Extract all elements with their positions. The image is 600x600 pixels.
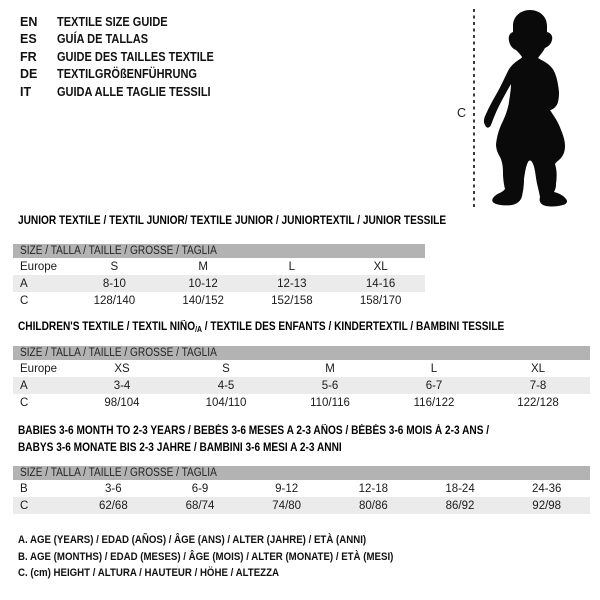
footnote-b: B. AGE (MONTHS) / EDAD (MESES) / ÂGE (MOIS) / ALTER (MONATE) / ETÀ (MESI) [18,550,394,563]
row-label: Europe [20,362,58,375]
size-header-bar: SIZE / TALLA / TAILLE / GRÖSSE / TAGLIA [13,466,590,480]
table-cell: 86/92 [445,499,475,512]
table-cell: 7-8 [529,379,547,392]
lang-row-it [20,83,235,101]
table-cell: XL [530,362,546,375]
size-header-bar: SIZE / TALLA / TAILLE / GRÖSSE / TAGLIA [13,244,425,258]
row-label: A [20,379,28,392]
table-cell: 80/86 [358,499,388,512]
height-measure-label: C [457,106,467,120]
table-cell: 8-10 [102,277,126,290]
table-cell: 98/104 [104,396,140,409]
table-cell: M [198,260,208,273]
lang-code: FR [20,49,37,64]
table-cell: L [430,362,438,375]
lang-code: IT [20,84,32,99]
junior-table-body [13,258,425,309]
table-cell: 104/110 [205,396,247,409]
table-cell: 12-13 [277,277,307,290]
row-label: B [20,482,28,495]
lang-label: GUÍA DE TALLAS [57,32,149,47]
lang-code: DE [20,67,38,82]
height-dashed-line [473,9,475,210]
table-cell: 6-7 [425,379,443,392]
table-cell: XL [373,260,388,273]
junior-textile-table [13,244,425,309]
language-guide [20,13,235,101]
footnote-c: C. (cm) HEIGHT / ALTURA / HAUTEUR / HÖHE / ALTEZZA [18,567,280,579]
table-cell: 3-6 [105,482,122,495]
row-label: A [20,277,28,290]
size-header-bar: SIZE / TALLA / TAILLE / GRÖSSE / TAGLIA [13,346,590,360]
table-cell: 18-24 [445,482,475,495]
table-row [13,377,590,394]
babies-table-body [13,480,590,514]
row-label: C [20,499,29,512]
table-cell: 140/152 [182,294,224,307]
lang-row-fr [20,48,235,66]
table-row [13,360,590,377]
childrens-textile-table [13,346,590,411]
table-cell: S [110,260,119,273]
footnotes [18,534,445,584]
lang-row-de [20,66,235,84]
junior-textile-title: JUNIOR TEXTILE / TEXTIL JUNIOR/ TEXTILE JUNIOR / JUNIORTEXTIL / JUNIOR TESSILE [18,215,447,227]
childrens-textile-title: CHILDREN'S TEXTILE / TEXTIL $NIÑO_{/A}$ / TEXTILE DES ENFANTS / KINDERTEXTIL / BAMBINI TESSILE [18,321,505,334]
table-cell: 24-36 [531,482,562,495]
table-cell: 116/122 [413,396,455,409]
table-cell: 4-5 [217,379,235,392]
table-row [13,480,590,497]
row-label: C [20,396,29,409]
babies-title-line2: BABYS 3-6 MONATE BIS 2-3 JAHRE / BAMBINI 3-6 MESI A 2-3 ANNI [18,442,342,454]
table-row [13,497,590,514]
lang-label: TEXTILE SIZE GUIDE [57,14,168,29]
table-cell: 68/74 [185,499,215,512]
table-cell: L [288,260,296,273]
lang-label: TEXTILGRÖßENFÜHRUNG [57,67,197,82]
footnote-a: A. AGE (YEARS) / EDAD (AÑOS) / ÂGE (ANS) / ALTER (JAHRE) / ETÀ (ANNI) [18,534,367,546]
table-cell: 74/80 [272,499,302,512]
table-cell: 6-9 [191,482,209,495]
lang-code: ES [20,32,37,47]
table-cell: S [222,362,230,375]
lang-code: EN [20,14,38,29]
table-cell: 3-4 [113,379,131,392]
table-cell: XS [114,362,130,375]
gender-subscript: /A [195,324,202,334]
table-cell: M [325,362,335,375]
table-cell: 92/98 [532,499,562,512]
table-row [13,275,425,292]
table-cell: 5-6 [321,379,339,392]
table-cell: 10-12 [188,277,218,290]
table-cell: 14-16 [365,277,396,290]
lang-label: GUIDA ALLE TAGLIE TESSILI [57,84,211,99]
table-cell: 110/116 [310,396,350,409]
table-cell: 128/140 [93,294,136,307]
table-row [13,258,425,275]
table-cell: 12-18 [358,482,389,495]
babies-title-line1: BABIES 3-6 MONTH TO 2-3 YEARS / BEBÉS 3-6 MESES A 2-3 AÑOS / BÉBÉS 3-6 MOIS À 2-3 ANS / [18,425,490,437]
toddler-silhouette-icon [480,5,600,210]
table-cell: 158/170 [359,294,402,307]
baby-figure [450,5,600,217]
row-label: Europe [20,260,58,273]
row-label: C [20,294,29,307]
table-row [13,394,590,411]
lang-row-en [20,13,235,31]
lang-label: GUIDE DES TAILLES TEXTILE [57,49,214,64]
lang-row-es [20,31,235,49]
table-row [13,292,425,309]
table-cell: 122/128 [517,396,559,409]
table-cell: 62/68 [98,499,128,512]
babies-table [13,466,590,514]
childrens-table-body [13,360,590,411]
table-cell: 152/158 [271,294,313,307]
table-cell: 9-12 [275,482,299,495]
